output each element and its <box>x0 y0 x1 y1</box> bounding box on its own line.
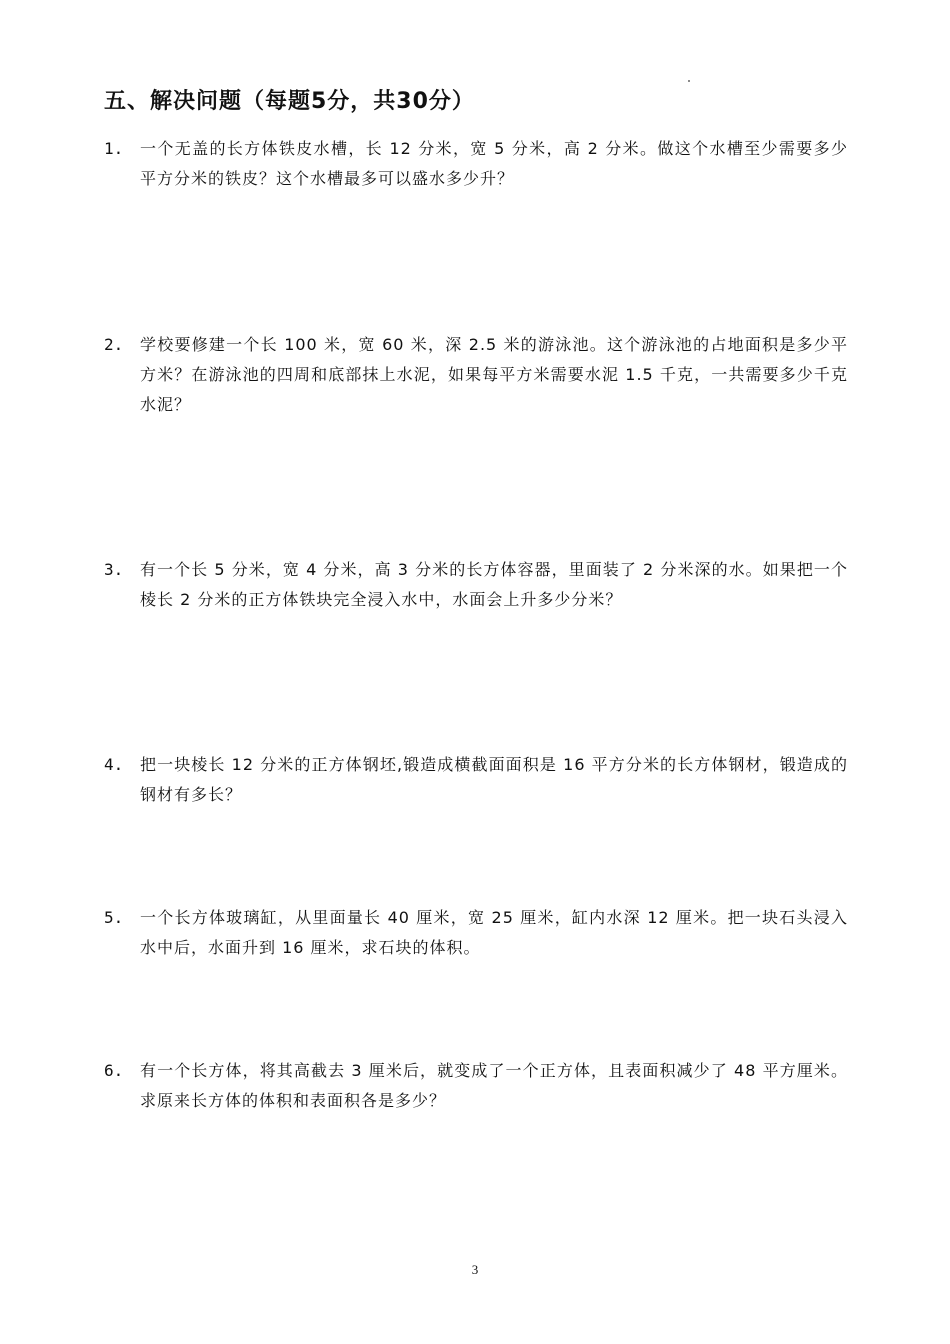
problem-number: 2. <box>104 335 124 354</box>
problem-3 <box>104 555 848 615</box>
problem-1 <box>104 134 848 194</box>
problem-text: 把一块棱长 12 分米的正方体钢坯,锻造成横截面面积是 16 平方分米的长方体钢材，锻造成的钢材有多长？ <box>140 755 848 804</box>
scan-speck <box>688 80 690 82</box>
problem-number: 5. <box>104 908 124 927</box>
problem-5 <box>104 903 848 963</box>
problem-6 <box>104 1056 848 1116</box>
problem-number: 6. <box>104 1061 124 1080</box>
problem-number: 4. <box>104 755 124 774</box>
problem-text: 有一个长 5 分米，宽 4 分米，高 3 分米的长方体容器，里面装了 2 分米深的水。如果把一个棱长 2 分米的正方体铁块完全浸入水中，水面会上升多少分米？ <box>140 560 848 609</box>
problem-number: 1. <box>104 139 124 158</box>
problem-text: 学校要修建一个长 100 米，宽 60 米，深 2.5 米的游泳池。这个游泳池的占地面积是多少平方米？在游泳池的四周和底部抹上水泥，如果每平方米需要水泥 1.5 千克，一共需要多少千克水泥？ <box>140 335 848 414</box>
problem-number: 3. <box>104 560 124 579</box>
problem-text: 有一个长方体，将其高截去 3 厘米后，就变成了一个正方体，且表面积减少了 48 平方厘米。求原来长方体的体积和表面积各是多少？ <box>140 1061 848 1110</box>
problem-text: 一个无盖的长方体铁皮水槽，长 12 分米，宽 5 分米，高 2 分米。做这个水槽至少需要多少平方分米的铁皮？这个水槽最多可以盛水多少升？ <box>140 139 848 188</box>
problem-text: 一个长方体玻璃缸，从里面量长 40 厘米，宽 25 厘米，缸内水深 12 厘米。把一块石头浸入水中后，水面升到 16 厘米，求石块的体积。 <box>140 908 848 957</box>
section-title: 五、解决问题（每题5分，共30分） <box>104 89 475 114</box>
problem-2 <box>104 330 848 420</box>
page-number: 3 <box>471 1262 479 1277</box>
problem-4 <box>104 750 848 810</box>
